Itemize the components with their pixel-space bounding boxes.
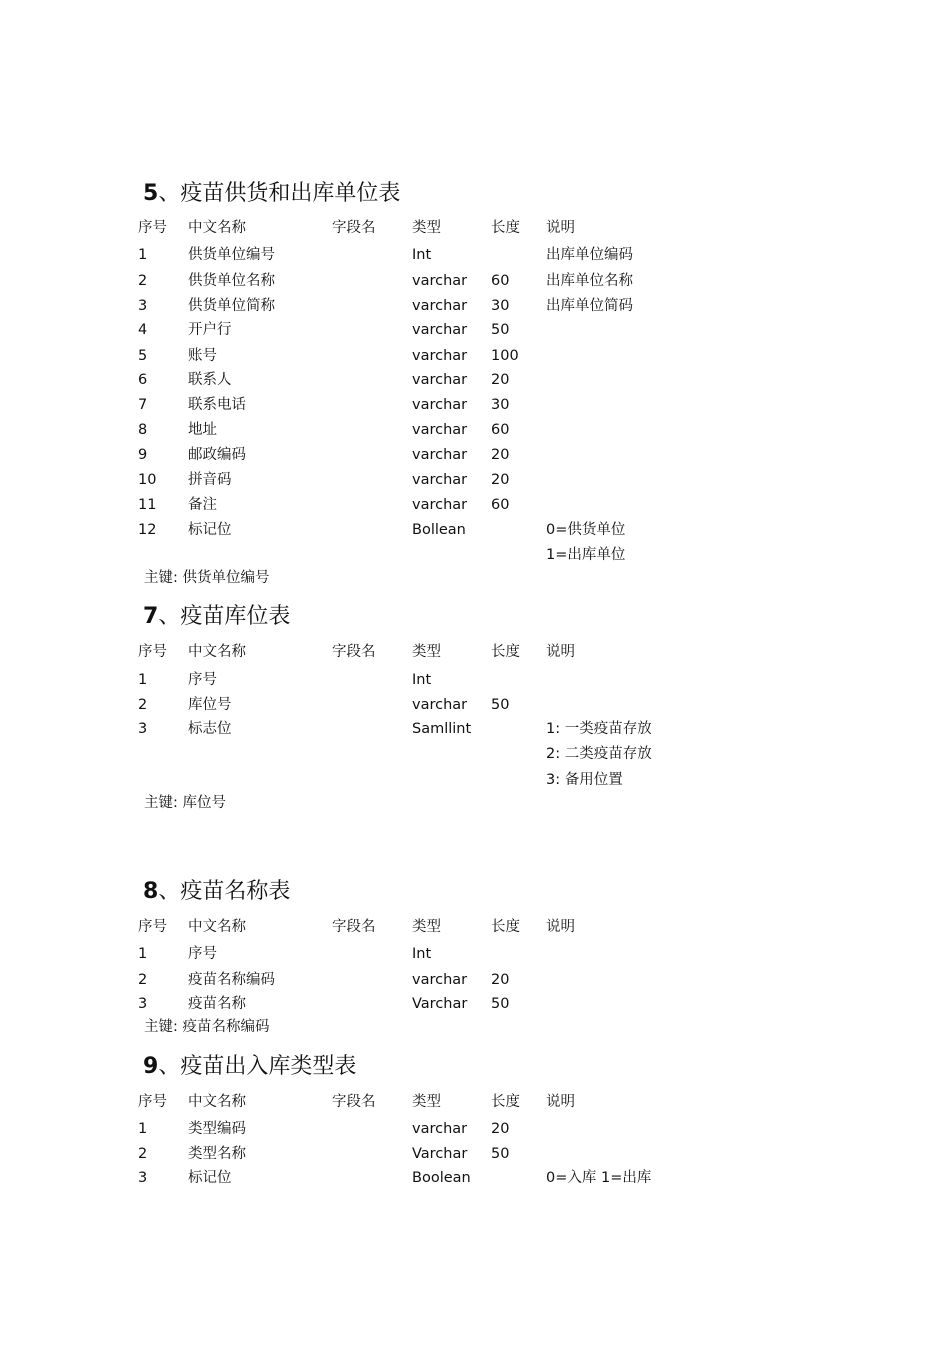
cell-len: 60 (491, 273, 510, 289)
cell-type: varchar (412, 497, 468, 513)
cell-type: Samllint (412, 721, 472, 737)
table-row (0, 944, 950, 964)
header-cn-name: 中文名称 (188, 644, 246, 660)
cell-no: 3 (138, 298, 148, 314)
section-title: 9、疫苗出入库类型表 (143, 1054, 357, 1079)
table-row (0, 1119, 950, 1139)
cell-len: 20 (491, 447, 510, 463)
cell-len: 60 (491, 497, 510, 513)
cell-cn: 联系电话 (188, 397, 246, 413)
header-type: 类型 (412, 644, 441, 660)
cell-cn: 供货单位简称 (188, 298, 275, 314)
table-header (0, 917, 950, 937)
table-row (0, 970, 950, 990)
cell-no: 4 (138, 322, 148, 338)
table-row (0, 370, 950, 390)
pk-value: 库位号 (182, 795, 226, 811)
cell-no: 12 (138, 522, 157, 538)
cell-no: 6 (138, 372, 148, 388)
cell-no: 1 (138, 672, 148, 688)
cell-desc: 0=入库 1=出库 (546, 1170, 652, 1186)
table-row (0, 445, 950, 465)
cell-len: 50 (491, 996, 510, 1012)
cell-len: 20 (491, 472, 510, 488)
cell-type: varchar (412, 322, 468, 338)
header-no: 序号 (138, 220, 167, 236)
pk-label: 主键: (144, 795, 178, 811)
cell-len: 20 (491, 972, 510, 988)
cell-no: 2 (138, 972, 148, 988)
cell-desc: 1: 一类疫苗存放 (546, 721, 652, 737)
cell-desc: 1=出库单位 (546, 547, 626, 563)
header-length: 长度 (491, 919, 520, 935)
cell-len: 30 (491, 397, 510, 413)
cell-type: Bollean (412, 522, 466, 538)
header-desc: 说明 (546, 644, 575, 660)
header-desc: 说明 (546, 220, 575, 236)
header-length: 长度 (491, 220, 520, 236)
table-row (0, 1168, 950, 1188)
cell-len: 30 (491, 298, 510, 314)
pk-label: 主键: (144, 1019, 178, 1035)
cell-type: Int (412, 247, 432, 263)
cell-cn: 账号 (188, 348, 217, 364)
cell-desc: 出库单位名称 (546, 273, 633, 289)
header-no: 序号 (138, 644, 167, 660)
cell-len: 50 (491, 697, 510, 713)
section-title: 8、疫苗名称表 (143, 879, 291, 904)
table-row (0, 470, 950, 490)
cell-cn: 地址 (188, 422, 217, 438)
cell-no: 2 (138, 273, 148, 289)
cell-type: Int (412, 672, 432, 688)
cell-type: varchar (412, 472, 468, 488)
cell-desc: 3: 备用位置 (546, 772, 623, 788)
cell-desc: 0=供货单位 (546, 522, 626, 538)
cell-cn: 供货单位名称 (188, 273, 275, 289)
cell-cn: 类型名称 (188, 1146, 246, 1162)
pk-value: 疫苗名称编码 (182, 1019, 270, 1035)
header-type: 类型 (412, 919, 441, 935)
cell-type: Varchar (412, 1146, 468, 1162)
header-field: 字段名 (332, 220, 376, 236)
header-no: 序号 (138, 919, 167, 935)
table-row (0, 1144, 950, 1164)
table-row (0, 420, 950, 440)
cell-type: Int (412, 946, 432, 962)
cell-no: 11 (138, 497, 157, 513)
header-desc: 说明 (546, 1094, 575, 1110)
table-row (0, 395, 950, 415)
header-field: 字段名 (332, 919, 376, 935)
cell-no: 1 (138, 1121, 148, 1137)
header-type: 类型 (412, 220, 441, 236)
cell-type: varchar (412, 697, 468, 713)
header-field: 字段名 (332, 644, 376, 660)
table-row (0, 670, 950, 690)
table-header (0, 1092, 950, 1112)
table-row (0, 695, 950, 715)
cell-cn: 备注 (188, 497, 217, 513)
cell-cn: 开户行 (188, 322, 232, 338)
cell-cn: 疫苗名称 (188, 996, 246, 1012)
cell-desc: 2: 二类疫苗存放 (546, 746, 652, 762)
cell-desc: 出库单位简码 (546, 298, 633, 314)
table-header (0, 642, 950, 662)
table-row (0, 770, 950, 790)
cell-cn: 邮政编码 (188, 447, 246, 463)
primary-key-note (144, 568, 270, 588)
cell-no: 8 (138, 422, 148, 438)
cell-type: varchar (412, 397, 468, 413)
table-row (0, 495, 950, 515)
table-row (0, 744, 950, 764)
cell-no: 1 (138, 247, 148, 263)
table-row (0, 346, 950, 366)
cell-cn: 库位号 (188, 697, 232, 713)
table-row (0, 719, 950, 739)
header-cn-name: 中文名称 (188, 919, 246, 935)
primary-key-note (144, 1017, 270, 1037)
cell-type: varchar (412, 422, 468, 438)
cell-desc: 出库单位编码 (546, 247, 633, 263)
cell-len: 20 (491, 1121, 510, 1137)
cell-len: 60 (491, 422, 510, 438)
header-length: 长度 (491, 644, 520, 660)
cell-len: 50 (491, 1146, 510, 1162)
table-row (0, 545, 950, 565)
cell-no: 10 (138, 472, 157, 488)
cell-no: 2 (138, 1146, 148, 1162)
cell-len: 100 (491, 348, 519, 364)
cell-cn: 标志位 (188, 721, 232, 737)
cell-cn: 标记位 (188, 522, 232, 538)
cell-no: 3 (138, 996, 148, 1012)
cell-cn: 拼音码 (188, 472, 232, 488)
cell-type: Varchar (412, 996, 468, 1012)
table-row (0, 271, 950, 291)
cell-type: varchar (412, 447, 468, 463)
cell-type: varchar (412, 1121, 468, 1137)
section-title: 7、疫苗库位表 (143, 604, 291, 629)
cell-len: 50 (491, 322, 510, 338)
cell-type: varchar (412, 972, 468, 988)
cell-no: 1 (138, 946, 148, 962)
cell-cn: 序号 (188, 946, 217, 962)
cell-type: varchar (412, 372, 468, 388)
table-row (0, 320, 950, 340)
cell-cn: 类型编码 (188, 1121, 246, 1137)
cell-type: Boolean (412, 1170, 471, 1186)
cell-no: 9 (138, 447, 148, 463)
header-cn-name: 中文名称 (188, 220, 246, 236)
table-header (0, 218, 950, 238)
cell-cn: 供货单位编号 (188, 247, 275, 263)
header-type: 类型 (412, 1094, 441, 1110)
header-no: 序号 (138, 1094, 167, 1110)
header-cn-name: 中文名称 (188, 1094, 246, 1110)
table-row (0, 994, 950, 1014)
header-desc: 说明 (546, 919, 575, 935)
cell-no: 7 (138, 397, 148, 413)
section-title: 5、疫苗供货和出库单位表 (143, 181, 401, 206)
cell-len: 20 (491, 372, 510, 388)
cell-no: 3 (138, 1170, 148, 1186)
cell-no: 2 (138, 697, 148, 713)
table-row (0, 520, 950, 540)
cell-type: varchar (412, 298, 468, 314)
cell-cn: 标记位 (188, 1170, 232, 1186)
cell-type: varchar (412, 348, 468, 364)
cell-type: varchar (412, 273, 468, 289)
cell-no: 3 (138, 721, 148, 737)
cell-cn: 疫苗名称编码 (188, 972, 275, 988)
table-row (0, 296, 950, 316)
cell-cn: 序号 (188, 672, 217, 688)
cell-cn: 联系人 (188, 372, 232, 388)
pk-label: 主键: (144, 570, 178, 586)
header-field: 字段名 (332, 1094, 376, 1110)
pk-value: 供货单位编号 (182, 570, 270, 586)
primary-key-note (144, 793, 226, 813)
cell-no: 5 (138, 348, 148, 364)
table-row (0, 245, 950, 265)
header-length: 长度 (491, 1094, 520, 1110)
